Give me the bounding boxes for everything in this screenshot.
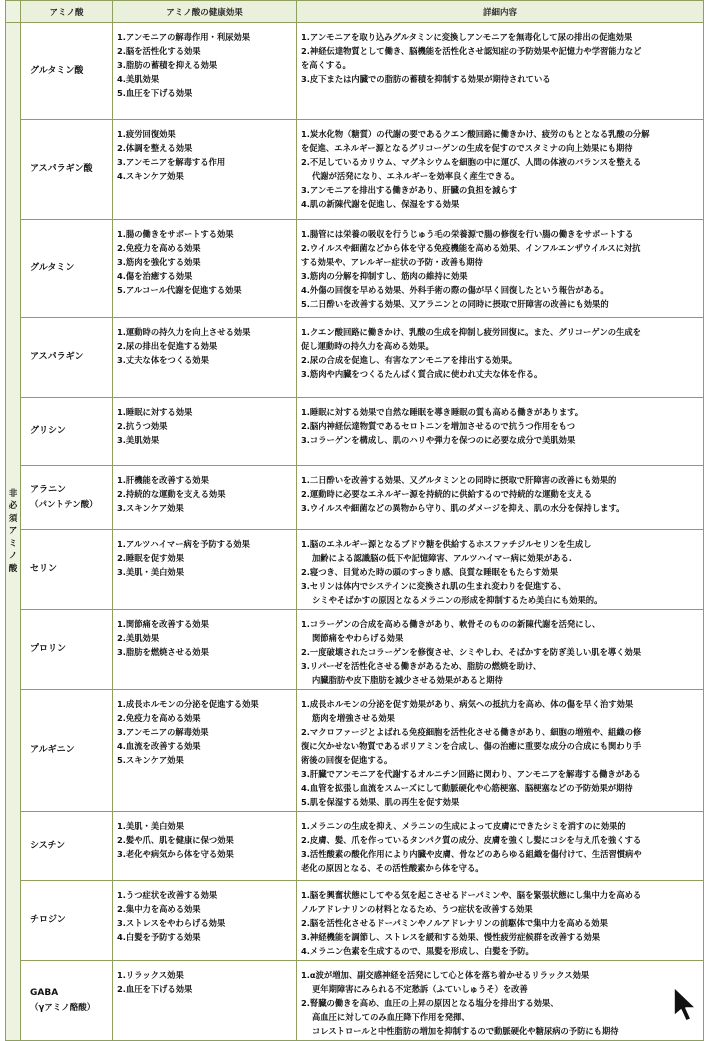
amino-acid-name: シスチン bbox=[30, 840, 66, 851]
effect-item: 2.免疫力を高める効果 bbox=[117, 713, 201, 723]
details-cell bbox=[297, 961, 704, 1041]
effect-item: 1.腸の働きをサポートする効果 bbox=[117, 229, 234, 239]
health-effects-cell bbox=[113, 812, 297, 881]
details-cell bbox=[297, 120, 704, 220]
amino-acid-name: アスパラギン酸 bbox=[30, 164, 93, 174]
detail-line: 3.活性酸素の酸化作用により内臓や皮膚、骨などのあらゆる組織を傷付けて、生活習慣病や bbox=[301, 849, 642, 859]
amino-acid-name: アルギニン bbox=[30, 745, 75, 755]
detail-line: 1.成長ホルモンの分泌を促す効果があり、病気への抵抗力を高め、体の傷を早く治す効果 bbox=[301, 699, 634, 709]
effect-item: 3.アンモニアを解毒する作用 bbox=[117, 157, 226, 167]
details-cell bbox=[297, 220, 704, 318]
detail-line: 加齢による認識脳の低下や記憶障害、アルツハイマー病に効果がある. bbox=[312, 553, 572, 563]
detail-line: 2.脳内神経伝達物質であるセロトニンを増加させるので抗うつ作用をもつ bbox=[301, 421, 576, 431]
header-amino-acid: アミノ酸 bbox=[21, 1, 113, 23]
detail-line: 術後の回復を促進する。 bbox=[301, 755, 393, 765]
detail-line: 4.メラニン色素を生成するので、黒髪を形成し、白髪を予防。 bbox=[301, 946, 534, 956]
detail-line: 1.二日酔いを改善する効果、又グルタミンとの同時に摂取で肝障害の改善にも効果的 bbox=[301, 475, 617, 485]
category-char: ア bbox=[8, 526, 18, 537]
detail-line: 1.コラーゲンの合成を高める働きがあり、軟骨そのものの新陳代謝を活発にし、 bbox=[301, 619, 601, 629]
effect-item: 4.白髪を予防する効果 bbox=[117, 932, 201, 942]
amino-acid-name: GABA bbox=[30, 987, 59, 998]
details-cell bbox=[297, 398, 704, 466]
health-effects-cell bbox=[113, 466, 297, 530]
detail-line: 4.肌の新陳代謝を促進し、保湿をする効果 bbox=[301, 199, 460, 209]
effect-item: 2.血圧を下げる効果 bbox=[117, 984, 193, 994]
detail-line: 4.外傷の回復を早める効果、外科手術の際の傷が早く回復したという報告がある。 bbox=[301, 285, 609, 295]
effect-item: 3.美肌効果 bbox=[117, 435, 160, 445]
detail-line: ノルアドレナリンの材料となるため、うつ症状を改善する効果 bbox=[301, 904, 533, 914]
detail-line: 5.二日酔いを改善する効果、又アラニンとの同時に摂取で肝障害の改善にも効果的 bbox=[301, 299, 609, 309]
detail-line: 3.筋肉や内臓をつくるたんぱく質合成に使われ丈夫な体を作る。 bbox=[301, 369, 543, 379]
effect-item: 5.血圧を下げる効果 bbox=[117, 88, 193, 98]
details-cell bbox=[297, 23, 704, 120]
amino-acid-name: グルタミン bbox=[30, 263, 75, 273]
detail-line: 3.アンモニアを排出する働きがあり、肝臓の負担を減らす bbox=[301, 185, 518, 195]
health-effects-cell bbox=[113, 398, 297, 466]
amino-acid-table bbox=[5, 0, 704, 1041]
amino-acid-name: プロリン bbox=[30, 644, 67, 654]
effect-item: 2.尿の排出を促進する効果 bbox=[117, 341, 218, 351]
detail-line: 老化の原因となる、その活性酸素から体を守る。 bbox=[301, 863, 484, 873]
detail-line: 3.セリンは体内でシステインに変換され肌の生まれ変わりを促進する、 bbox=[301, 581, 567, 591]
effect-item: 1.肝機能を改善する効果 bbox=[117, 475, 209, 485]
table-row bbox=[6, 466, 704, 530]
effect-item: 4.傷を治癒する効果 bbox=[117, 271, 193, 281]
detail-line: 関節痛をやわらげる効果 bbox=[312, 633, 404, 643]
detail-line: 1.α波が増加、副交感神経を活発にして心と体を落ち着かせるリラックス効果 bbox=[301, 970, 590, 980]
table-row bbox=[6, 23, 704, 120]
effect-item: 4.血流を改善する効果 bbox=[117, 741, 201, 751]
detail-line: 促し運動時の持久力を高める効果。 bbox=[301, 341, 434, 351]
table-row bbox=[6, 318, 704, 398]
detail-line: 5.肌を保湿する効果、肌の再生を促す効果 bbox=[301, 797, 460, 807]
table-row bbox=[6, 530, 704, 610]
detail-line: 1.脳を興奮状態にしてやる気を起こさせるドーパミンや、脳を緊張状態にし集中力を高める bbox=[301, 890, 642, 900]
effect-item: 3.ストレスをやわらげる効果 bbox=[117, 918, 226, 928]
detail-line: 2.尿の合成を促進し、有害なアンモニアを排出する効果。 bbox=[301, 355, 518, 365]
health-effects-cell bbox=[113, 610, 297, 690]
effect-item: 2.体調を整える効果 bbox=[117, 143, 193, 153]
detail-line: 代謝が活発になり、エネルギーを効率良く産生できる。 bbox=[312, 171, 520, 181]
category-cell bbox=[6, 23, 21, 1041]
amino-acid-name-cell bbox=[21, 220, 113, 318]
health-effects-cell bbox=[113, 690, 297, 812]
effect-item: 1.リラックス効果 bbox=[117, 970, 184, 980]
detail-line: 2.脳を活性化させるドーパミンやノルアドレナリンの前駆体で集中力を高める効果 bbox=[301, 918, 608, 928]
effect-item: 2.抗うつ効果 bbox=[117, 421, 168, 431]
health-effects-cell bbox=[113, 220, 297, 318]
header-health-effects: アミノ酸の健康効果 bbox=[113, 1, 297, 23]
amino-acid-name: セリン bbox=[30, 564, 58, 574]
effect-item: 1.うつ症状を改善する効果 bbox=[117, 890, 218, 900]
header-row bbox=[6, 1, 704, 23]
detail-line: 2.運動時に必要なエネルギー源を持続的に供給するので持続的な運動を支える bbox=[301, 489, 593, 499]
effect-item: 3.脂肪の蓄積を抑える効果 bbox=[117, 60, 218, 70]
effect-item: 2.持続的な運動を支える効果 bbox=[117, 489, 226, 499]
amino-acid-name-cell bbox=[21, 881, 113, 961]
amino-acid-name-cell bbox=[21, 961, 113, 1041]
amino-acid-name-cell bbox=[21, 23, 113, 120]
effect-item: 4.美肌効果 bbox=[117, 74, 160, 84]
details-cell bbox=[297, 881, 704, 961]
table-row bbox=[6, 812, 704, 881]
detail-line: 更年期障害にみられる不定愁訴（ふていしゅうそ）を改善 bbox=[312, 984, 528, 994]
health-effects-cell bbox=[113, 318, 297, 398]
amino-acid-name-cell bbox=[21, 466, 113, 530]
detail-line: 3.皮下または内臓での脂肪の蓄積を抑制する効果が期待されている bbox=[301, 74, 551, 84]
detail-line: 1.睡眠に対する効果で自然な睡眠を導き睡眠の質も高める働きがあります。 bbox=[301, 407, 584, 417]
detail-line: 3.ウイルスや細菌などの異物から守り、肌のダメージを抑え、肌の水分を保持します。 bbox=[301, 503, 625, 513]
amino-acid-name-cell bbox=[21, 398, 113, 466]
effect-item: 5.アルコール代謝を促進する効果 bbox=[117, 285, 242, 295]
detail-line: シミやそばかすの原因となるメラニンの形成を抑制するため美白にも効果的。 bbox=[312, 595, 603, 605]
detail-line: 3.神経機能を調節し、ストレスを緩和する効果、慢性疲労症候群を改善する効果 bbox=[301, 932, 601, 942]
effect-item: 2.髪や爪、肌を健康に保つ効果 bbox=[117, 835, 234, 845]
details-cell bbox=[297, 690, 704, 812]
effect-item: 1.美肌・美白効果 bbox=[117, 821, 185, 831]
amino-acid-name-cell bbox=[21, 120, 113, 220]
details-cell bbox=[297, 610, 704, 690]
amino-acid-name-cell bbox=[21, 812, 113, 881]
detail-line: 2.不足しているカリウム、マグネシウムを細胞の中に運び、人間の体液のバランスを整える bbox=[301, 157, 642, 167]
table-row bbox=[6, 881, 704, 961]
effect-item: 1.運動時の持久力を向上させる効果 bbox=[117, 327, 251, 337]
detail-line: 2.マクロファージとよばれる免疫細胞を活性化させる働きがあり、細胞の増殖や、組織の修 bbox=[301, 727, 642, 737]
category-header-cell bbox=[6, 1, 21, 23]
table-row bbox=[6, 690, 704, 812]
detail-line: 3.コラーゲンを構成し、肌のハリや弾力を保つのに必要な成分で美肌効果 bbox=[301, 435, 576, 445]
details-cell bbox=[297, 466, 704, 530]
detail-line: する効果や、アレルギー症状の予防・改善も期待 bbox=[301, 257, 483, 267]
detail-line: 内臓脂肪や皮下脂肪を減少させる効果があると期待 bbox=[312, 675, 503, 685]
effect-item: 2.脳を活性化する効果 bbox=[117, 46, 201, 56]
category-char: ミ bbox=[8, 538, 18, 549]
detail-line: 1.クエン酸回路に働きかけ、乳酸の生成を抑制し疲労回復に。また、グリコーゲンの生成を bbox=[301, 327, 641, 337]
detail-line: 3.リパーゼを活性化させる働きがあるため、脂肪の燃焼を助け、 bbox=[301, 661, 542, 671]
amino-acid-name: グルタミン酸 bbox=[30, 65, 84, 76]
amino-acid-name: チロジン bbox=[30, 915, 66, 925]
detail-line: 1.炭水化物（糖質）の代謝の要であるクエン酸回路に働きかけ、疲労のもととなる乳酸の分解 bbox=[301, 129, 650, 139]
detail-line: 1.アンモニアを取り込みグルタミンに変換しアンモニアを無毒化して尿の排出の促進効果 bbox=[301, 32, 633, 42]
effect-item: 5.スキンケア効果 bbox=[117, 755, 184, 765]
amino-acid-name-cell bbox=[21, 530, 113, 610]
amino-acid-name-cell bbox=[21, 690, 113, 812]
category-char: ノ bbox=[8, 551, 18, 562]
health-effects-cell bbox=[113, 881, 297, 961]
effect-item: 3.老化や病気から体を守る効果 bbox=[117, 849, 234, 859]
effect-item: 1.アルツハイマー病を予防する効果 bbox=[117, 539, 250, 549]
effect-item: 3.アンモニアの解毒効果 bbox=[117, 727, 209, 737]
effect-item: 2.集中力を高める効果 bbox=[117, 904, 201, 914]
health-effects-cell bbox=[113, 120, 297, 220]
table-row bbox=[6, 220, 704, 318]
amino-acid-name: グリシン bbox=[30, 426, 66, 436]
detail-line: コレストロールと中性脂肪の増加を抑制するので動脈硬化や糖尿病の予防にも期待 bbox=[312, 1026, 619, 1036]
table-row bbox=[6, 120, 704, 220]
effect-item: 3.スキンケア効果 bbox=[117, 503, 184, 513]
effect-item: 1.関節痛を改善する効果 bbox=[117, 619, 209, 629]
detail-line: 高血圧に対してのみ血圧降下作用を発揮、 bbox=[312, 1012, 470, 1022]
detail-line: 4.血管を拡張し血流をスムーズにして動脈硬化や心筋梗塞、脳梗塞などの予防効果が期待 bbox=[301, 783, 633, 793]
effect-item: 1.成長ホルモンの分泌を促進する効果 bbox=[117, 699, 259, 709]
detail-line: 1.腸管には栄養の吸収を行うじゅう毛の栄養源で腸の修復を行い腸の働きをサポートする bbox=[301, 229, 634, 239]
detail-line: 1.脳のエネルギー源となるブドウ糖を供給するホスファチジルセリンを生成し bbox=[301, 539, 592, 549]
health-effects-cell bbox=[113, 961, 297, 1041]
table-row bbox=[6, 961, 704, 1041]
detail-line: 2.皮膚、髪、爪を作っているタンパク質の成分、皮膚を強くし髪にコシを与え爪を強くする bbox=[301, 835, 642, 845]
details-cell bbox=[297, 812, 704, 881]
effect-item: 1.アンモニアの解毒作用・利尿効果 bbox=[117, 32, 251, 42]
amino-acid-name-cell bbox=[21, 610, 113, 690]
table-row bbox=[6, 610, 704, 690]
category-char: 必 bbox=[8, 501, 18, 512]
detail-line: 3.筋肉の分解を抑制すし、筋肉の維持に効果 bbox=[301, 271, 468, 281]
category-char: 非 bbox=[8, 488, 18, 499]
detail-line: を高くする。 bbox=[301, 60, 351, 70]
header-details: 詳細内容 bbox=[297, 1, 704, 23]
details-cell bbox=[297, 318, 704, 398]
effect-item: 1.疲労回復効果 bbox=[117, 129, 176, 139]
effect-item: 1.睡眠に対する効果 bbox=[117, 407, 193, 417]
effect-item: 3.脂肪を燃焼させる効果 bbox=[117, 647, 209, 657]
amino-acid-name-sub: （パントテン酸） bbox=[30, 499, 98, 510]
effect-item: 3.筋肉を強化する効果 bbox=[117, 257, 201, 267]
detail-line: 2.ウイルスや細菌などから体を守る免疫機能を高める効果、インフルエンザウイルスに対抗 bbox=[301, 243, 641, 253]
detail-line: 1.メラニンの生成を抑え、メラニンの生成によって皮膚にできたシミを消すのに効果的 bbox=[301, 821, 626, 831]
effect-item: 2.免疫力を高める効果 bbox=[117, 243, 201, 253]
detail-line: 2.寝つき、目覚めた時の頭のすっきり感、良質な睡眠をもたらす効果 bbox=[301, 567, 559, 577]
detail-line: 2.腎臓の働きを高め、血圧の上昇の原因となる塩分を排出する効果、 bbox=[301, 998, 559, 1008]
amino-acid-name-cell bbox=[21, 318, 113, 398]
health-effects-cell bbox=[113, 23, 297, 120]
amino-acid-name-sub: （γアミノ酪酸） bbox=[30, 1002, 96, 1013]
detail-line: 復に欠かせない物質であるポリアミンを合成し、傷の治癒に重要な成分の合成にも関わり手 bbox=[301, 741, 642, 751]
detail-line: 3.肝臓でアンモニアを代謝するオルニチン回路に関わり、アンモニアを解毒する働きがある bbox=[301, 769, 641, 779]
amino-acid-name: アラニン bbox=[30, 484, 67, 495]
category-char: 須 bbox=[8, 513, 18, 524]
detail-line: 筋肉を増強させる効果 bbox=[312, 713, 395, 723]
details-cell bbox=[297, 530, 704, 610]
effect-item: 2.美肌効果 bbox=[117, 633, 160, 643]
effect-item: 2.睡眠を促す効果 bbox=[117, 553, 185, 563]
health-effects-cell bbox=[113, 530, 297, 610]
effect-item: 3.丈夫な体をつくる効果 bbox=[117, 355, 209, 365]
effect-item: 3.美肌・美白効果 bbox=[117, 567, 185, 577]
detail-line: 2.一度破壊されたコラーゲンを修復させ、シミやしわ、そばかすを防ぎ美しい肌を導く効果 bbox=[301, 647, 642, 657]
detail-line: を促進、エネルギー源となるグリコーゲンの生成を促すのでスタミナの向上効果にも期待 bbox=[301, 143, 633, 153]
category-char: 酸 bbox=[8, 563, 18, 574]
effect-item: 4.スキンケア効果 bbox=[117, 171, 184, 181]
detail-line: 2.神経伝達物質として働き、脳機能を活性化させ認知症の予防効果や記憶力や学習能力など bbox=[301, 46, 642, 56]
amino-acid-name: アスパラギン bbox=[30, 352, 84, 362]
table-row bbox=[6, 398, 704, 466]
mouse-pointer-icon bbox=[671, 985, 701, 1023]
